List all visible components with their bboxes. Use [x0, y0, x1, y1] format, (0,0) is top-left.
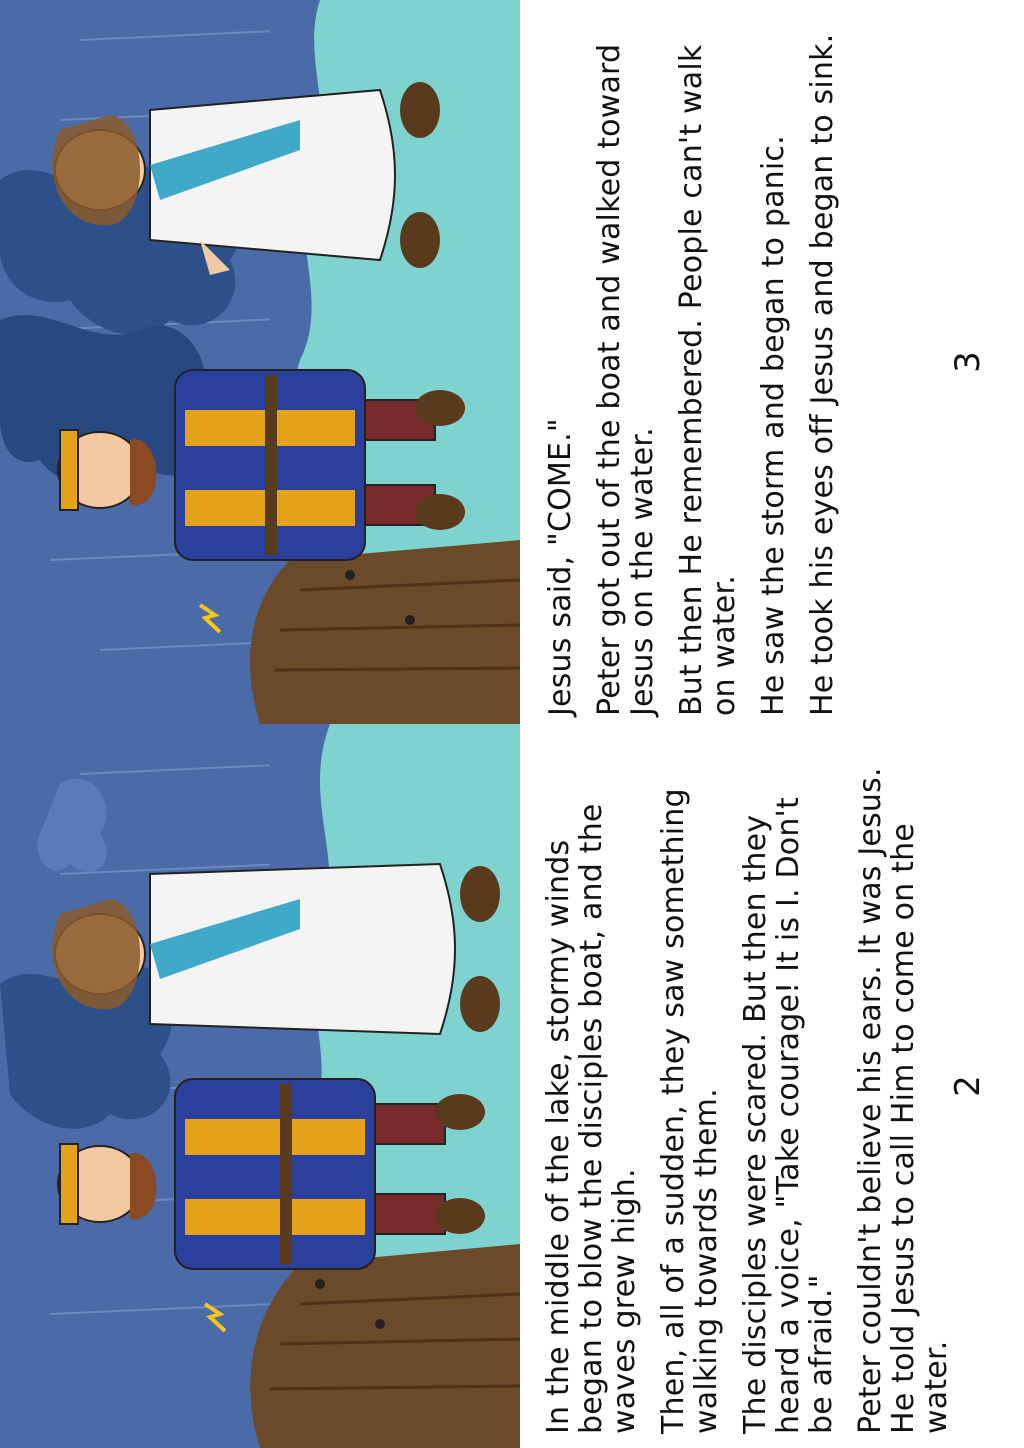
story-paragraph: Peter got out of the boat and walked toward Jesus on the water. [592, 43, 660, 716]
story-paragraph: He took his eyes off Jesus and began to sink. [805, 33, 840, 716]
story-paragraph: He saw the storm and began to panic. [756, 135, 791, 716]
story-paragraph: In the middle of the lake, stormy winds began to blow the disciples boat, and the waves grew high. [541, 803, 642, 1434]
page-number: 2 [948, 1075, 988, 1097]
story-paragraph: Then, all of a sudden, they saw something walking towards them. [656, 788, 724, 1434]
story-paragraph: Peter couldn't believe his ears. It was Jesus. He told Jesus to call Him to come on the water. [853, 767, 954, 1434]
story-text-panel [520, 724, 1024, 1448]
illustration-jesus-on-water [0, 724, 520, 1448]
story-paragraph: The disciples were scared. But then they heard a voice, "Take courage! It is I. Don't be afraid." [738, 797, 839, 1434]
story-paragraph: But then He remembered. People can't walk on water. [674, 44, 742, 716]
story-paragraph: Jesus said, "COME." [543, 418, 578, 716]
story-text-panel [520, 0, 1024, 724]
book-page-2 [0, 724, 1024, 1448]
illustration-peter-walks-to-jesus [0, 0, 520, 724]
page-number: 3 [948, 351, 988, 373]
